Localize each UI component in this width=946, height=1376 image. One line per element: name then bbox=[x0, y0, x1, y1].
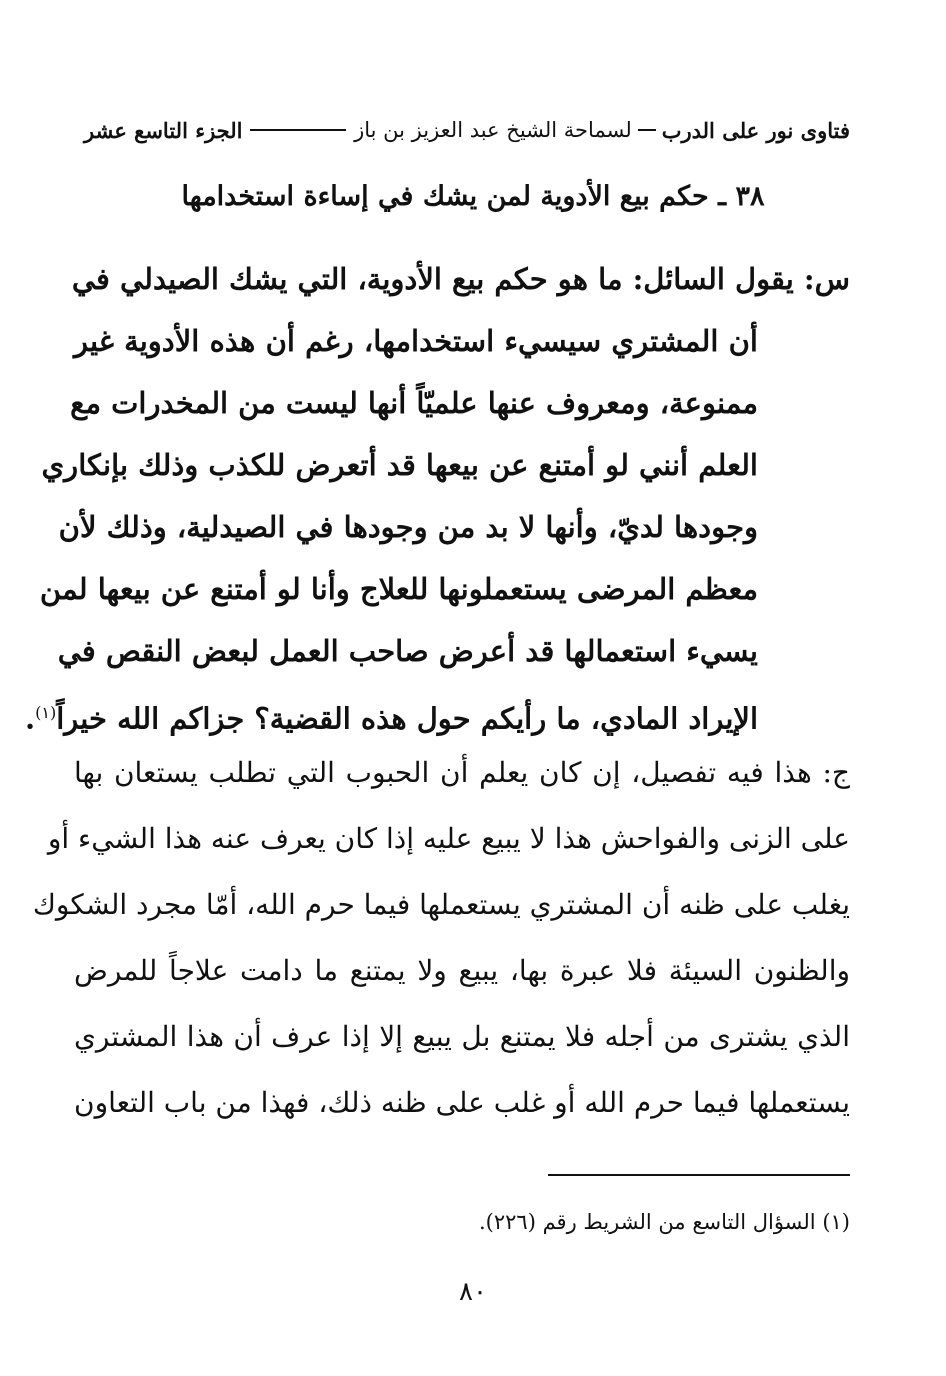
answer-line: يستعملها فيما حرم الله أو غلب على ظنه ذلك، فهذا من باب التعاون bbox=[74, 1086, 850, 1119]
running-header bbox=[84, 108, 850, 152]
answer-line: الذي يشترى من أجله فلا يمتنع بل يبيع إلا إذا عرف أن هذا المشتري bbox=[74, 1020, 850, 1053]
header-volume: الجزء التاسع عشر bbox=[84, 117, 243, 143]
header-dash bbox=[638, 129, 656, 131]
answer-block bbox=[32, 740, 850, 1136]
header-title-group bbox=[354, 118, 850, 143]
answer-line: على الزنى والفواحش هذا لا يبيع عليه إذا كان يعرف عنه هذا الشيء أو bbox=[47, 822, 850, 855]
question-line: يسيء استعمالها قد أعرض صاحب العمل لبعض النقص في bbox=[57, 634, 758, 668]
question-line: وجودها لديّ، وأنها لا بد من وجودها في الصيدلية، وذلك لأن bbox=[58, 510, 758, 544]
answer-line: والظنون السيئة فلا عبرة بها، يبيع ولا يمتنع ما دامت علاجاً للمرض bbox=[74, 954, 850, 987]
question-line: ممنوعة، ومعروف عنها علميّاً أنها ليست من المخدرات مع bbox=[70, 386, 758, 420]
question-line: أن المشتري سيسيء استخدامها، رغم أن هذه الأدوية غير bbox=[74, 324, 758, 358]
header-author: لسماحة الشيخ عبد العزيز بن باز bbox=[354, 118, 632, 142]
question-line: س: يقول السائل: ما هو حكم بيع الأدوية، التي يشك الصيدلي في bbox=[71, 262, 850, 296]
answer-line: يغلب على ظنه أن المشتري يستعملها فيما حرم الله، أمّا مجرد الشكوك bbox=[32, 888, 850, 921]
header-rule bbox=[250, 129, 346, 131]
footnote-reference: (١) bbox=[35, 703, 57, 722]
question-line: معظم المرضى يستعملونها للعلاج وأنا لو أمتنع عن بيعها لمن bbox=[39, 572, 758, 606]
question-block bbox=[25, 248, 850, 750]
question-indented-block bbox=[25, 310, 850, 750]
chapter-title: ٣٨ ـ حكم بيع الأدوية لمن يشك في إساءة استخدامها bbox=[181, 181, 765, 212]
question-line: الإيراد المادي، ما رأيكم حول هذه القضية؟ جزاكم الله خيراً bbox=[56, 701, 758, 736]
answer-line: ج: هذا فيه تفصيل، إن كان يعلم أن الحبوب التي تطلب يستعان بها bbox=[74, 756, 850, 789]
header-book-title: فتاوى نور على الدرب bbox=[661, 117, 850, 143]
question-line: العلم أنني لو أمتنع عن بيعها قد أتعرض للكذب وذلك بإنكاري bbox=[41, 448, 758, 482]
page-number: ٨٠ bbox=[459, 1277, 487, 1307]
question-end-punctuation: . bbox=[25, 701, 36, 736]
footnote-separator bbox=[548, 1174, 850, 1176]
footnote: (١) السؤال التاسع من الشريط رقم (٢٢٦). bbox=[478, 1210, 850, 1234]
